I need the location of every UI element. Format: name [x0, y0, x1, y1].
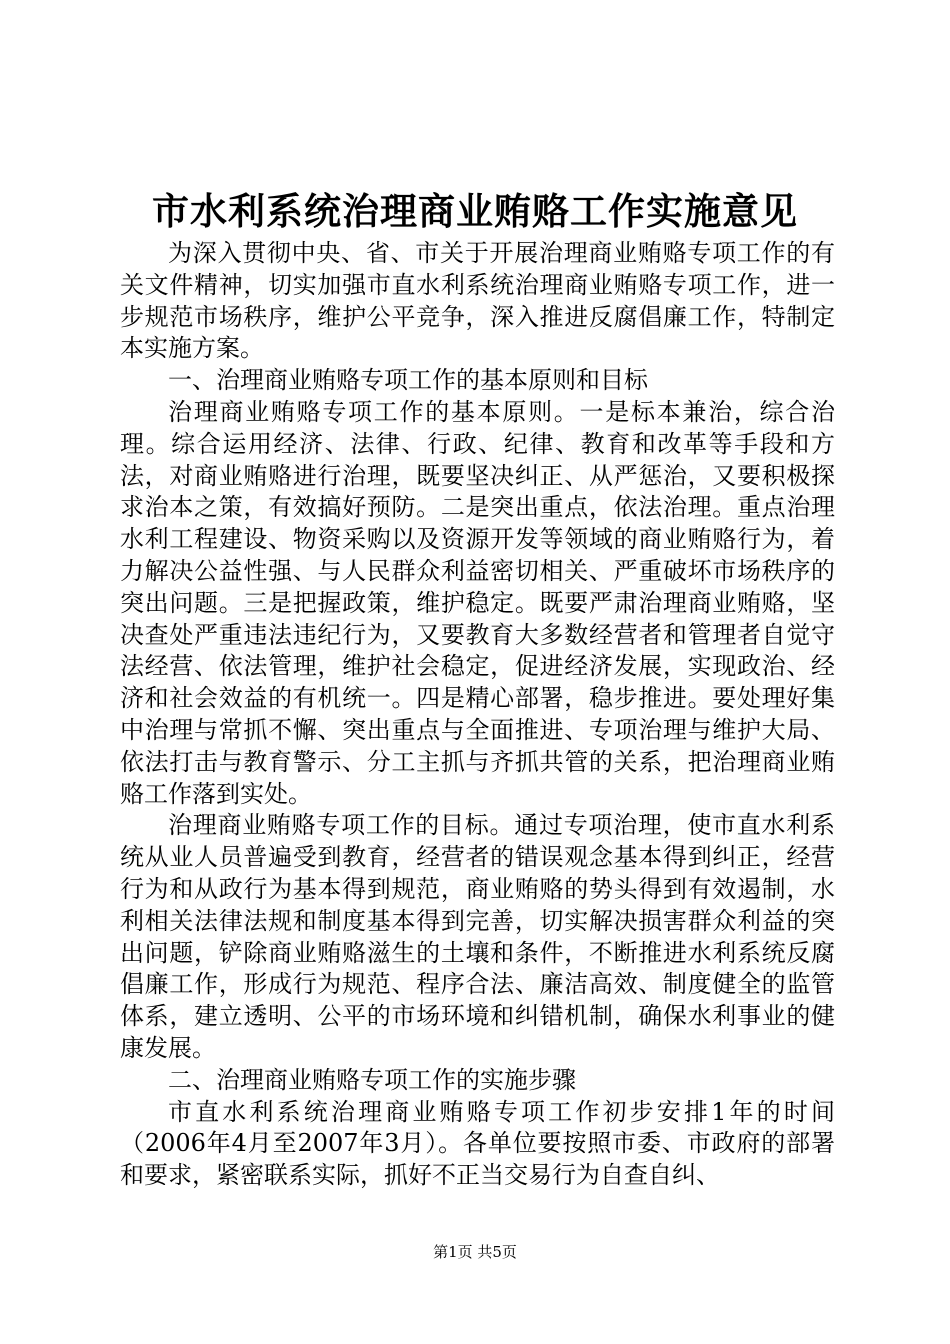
section-heading-1: 一、治理商业贿赂专项工作的基本原则和目标: [168, 366, 648, 395]
paragraph-principles: 治理商业贿赂专项工作的基本原则。一是标本兼治，综合治理。综合运用经济、法律、行政、纪律、教育和改革等手段和方法，对商业贿赂进行治理，既要坚决纠正、从严惩治，又要积极探求治本之策，有效搞好预防。二是突出重点，依法治理。重点治理水利工程建设、物资采购以及资源开发等领域的商业贿赂行为，着力解决公益性强、与人民群众利益密切相关、严重破坏市场秩序的突出问题。三是把握政策，维护稳定。既要严肃治理商业贿赂，坚决查处严重违法违纪行为，又要教育大多数经营者和管理者自觉守法经营、依法管理，维护社会稳定，促进经济发展，实现政治、经济和社会效益的有机统一。四是精心部署，稳步推进。要处理好集中治理与常抓不懈、突出重点与全面推进、专项治理与维护大局、依法打击与教育警示、分工主抓与齐抓共管的关系，把治理商业贿赂工作落到实处。: [120, 397, 835, 808]
page-footer: 第1页 共5页: [433, 1243, 517, 1261]
document-body: [120, 238, 835, 1192]
section-heading-2: 二、治理商业贿赂专项工作的实施步骤: [168, 1065, 576, 1094]
paragraph-goals: 治理商业贿赂专项工作的目标。通过专项治理，使市直水利系统从业人员普遍受到教育，经营者的错误观念基本得到纠正，经营行为和从政行为基本得到规范，商业贿赂的势头得到有效遏制，水利相关法律法规和制度基本得到完善，切实解决损害群众利益的突出问题，铲除商业贿赂滋生的土壤和条件，不断推进水利系统反腐倡廉工作，形成行为规范、程序合法、廉洁高效、制度健全的监管体系，建立透明、公平的市场环境和纠错机制，确保水利事业的健康发展。: [120, 811, 835, 1062]
paragraph-intro: 为深入贯彻中央、省、市关于开展治理商业贿赂专项工作的有关文件精神，切实加强市直水利系统治理商业贿赂专项工作，进一步规范市场秩序，维护公平竞争，深入推进反腐倡廉工作，特制定本实施方案。: [120, 239, 835, 363]
paragraph-steps: 市直水利系统治理商业贿赂专项工作初步安排1年的时间（2006年4月至2007年3月）。各单位要按照市委、市政府的部署和要求，紧密联系实际，抓好不正当交易行为自查自纠、: [120, 1097, 835, 1190]
document-title: 市水利系统治理商业贿赂工作实施意见: [152, 189, 798, 233]
